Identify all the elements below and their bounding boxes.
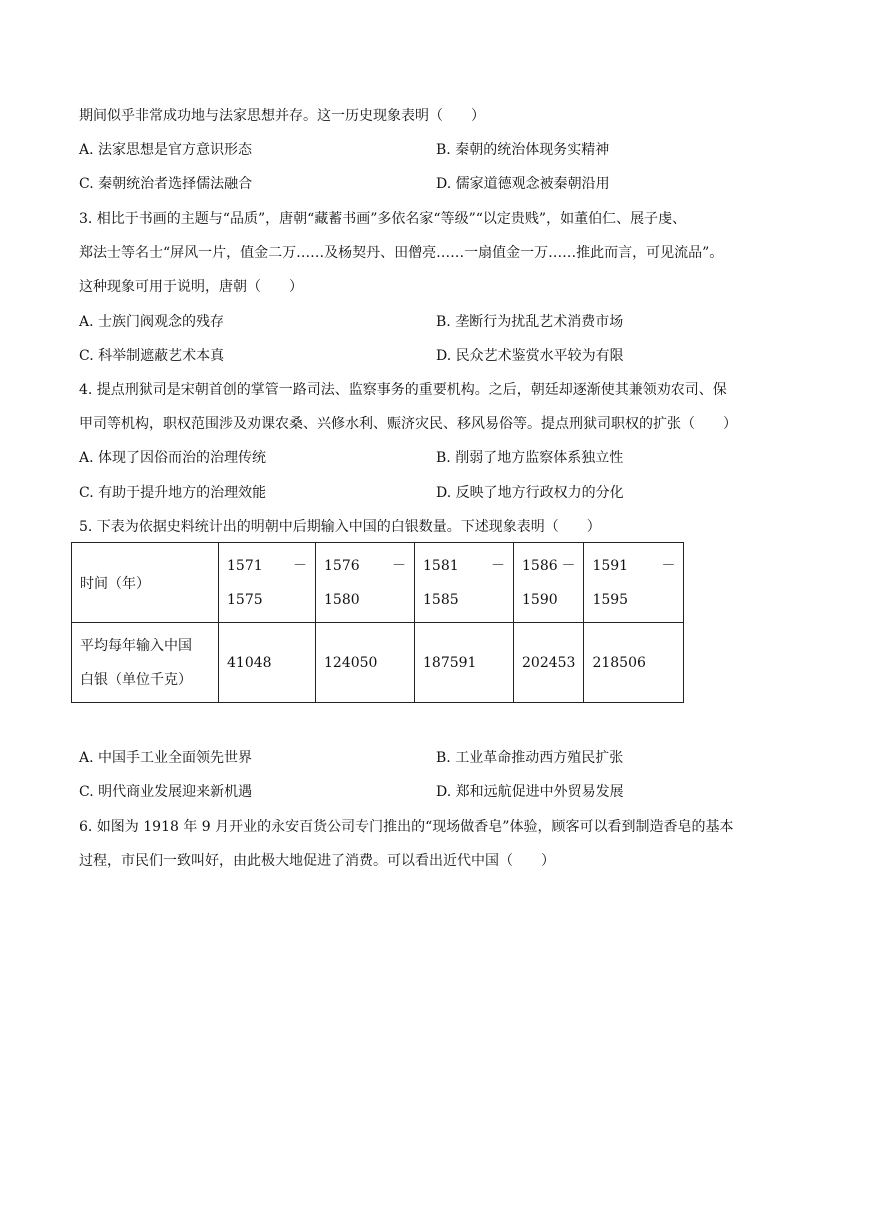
table-cell-period: 1581 － 1585	[415, 543, 514, 623]
q4-option-b[interactable]: B. 削弱了地方监察体系独立性	[436, 450, 624, 466]
q4-option-a[interactable]: A. 体现了因俗而治的治理传统	[79, 450, 267, 466]
q4-option-c[interactable]: C. 有助于提升地方的治理效能	[79, 485, 267, 501]
q4-stem-line2: 甲司等机构，职权范围涉及劝课农桑、兴修水利、赈济灾民、移风易俗等。提点刑狱司职权的扩张（ ）	[79, 416, 737, 432]
q5-option-d[interactable]: D. 郑和远航促进中外贸易发展	[436, 784, 624, 800]
silver-import-table	[71, 542, 684, 703]
table-cell-period: 1586 － 1590	[514, 543, 584, 623]
table-cell-value: 187591	[415, 623, 514, 703]
table-cell-value: 202453	[514, 623, 584, 703]
q4-stem-line1: 4. 提点刑狱司是宋朝首创的掌管一路司法、监察事务的重要机构。之后，朝廷却逐渐使其兼领劝农司、保	[79, 382, 727, 398]
table-cell-value: 124050	[316, 623, 415, 703]
table-row	[72, 623, 684, 703]
q3-stem-line1: 3. 相比于书画的主题与“品质”，唐朝“藏蓄书画”多依名家“等级”“以定贵贱”，如董伯仁、展子虔、	[79, 211, 687, 227]
table-row	[72, 543, 684, 623]
q3-option-b[interactable]: B. 垄断行为扰乱艺术消费市场	[436, 314, 624, 330]
q3-option-a[interactable]: A. 士族门阀观念的残存	[79, 314, 225, 330]
q3-option-d[interactable]: D. 民众艺术鉴赏水平较为有限	[436, 348, 624, 364]
q5-option-a[interactable]: A. 中国手工业全面领先世界	[79, 750, 253, 766]
q5-option-b[interactable]: B. 工业革命推动西方殖民扩张	[436, 750, 624, 766]
table-cell-period: 1571 － 1575	[219, 543, 316, 623]
q2-option-a[interactable]: A. 法家思想是官方意识形态	[79, 142, 253, 158]
q5-option-c[interactable]: C. 明代商业发展迎来新机遇	[79, 784, 253, 800]
q2-option-b[interactable]: B. 秦朝的统治体现务实精神	[436, 142, 610, 158]
q3-stem-line3: 这种现象可用于说明，唐朝（ ）	[79, 279, 303, 295]
q4-option-d[interactable]: D. 反映了地方行政权力的分化	[436, 485, 624, 501]
table-cell-value: 41048	[219, 623, 316, 703]
q3-stem-line2: 郑法士等名士“屏风一片，值金二万……及杨契丹、田僧亮……一扇值金一万……推此而言，可见流品”。	[79, 245, 724, 261]
q6-stem-line2: 过程，市民们一致叫好，由此极大地促进了消费。可以看出近代中国（ ）	[79, 853, 555, 869]
table-cell-value: 218506	[584, 623, 684, 703]
q6-stem-line1: 6. 如图为 1918 年 9 月开业的永安百货公司专门推出的“现场做香皂”体验，顾客可以看到制造香皂的基本	[79, 819, 734, 835]
table-row-header-time: 时间（年）	[72, 543, 219, 623]
table-row-header-silver: 平均每年输入中国 白银（单位千克）	[72, 623, 219, 703]
q2-option-d[interactable]: D. 儒家道德观念被秦朝沿用	[436, 176, 610, 192]
question-2-stem-end: 期间似乎非常成功地与法家思想并存。这一历史现象表明（ ）	[79, 108, 485, 124]
table-cell-period: 1591 － 1595	[584, 543, 684, 623]
q2-option-c[interactable]: C. 秦朝统治者选择儒法融合	[79, 176, 253, 192]
table-cell-period: 1576 － 1580	[316, 543, 415, 623]
q5-stem-line1: 5. 下表为依据史料统计出的明朝中后期输入中国的白银数量。下述现象表明（ ）	[79, 519, 601, 535]
q3-option-c[interactable]: C. 科举制遮蔽艺术本真	[79, 348, 225, 364]
